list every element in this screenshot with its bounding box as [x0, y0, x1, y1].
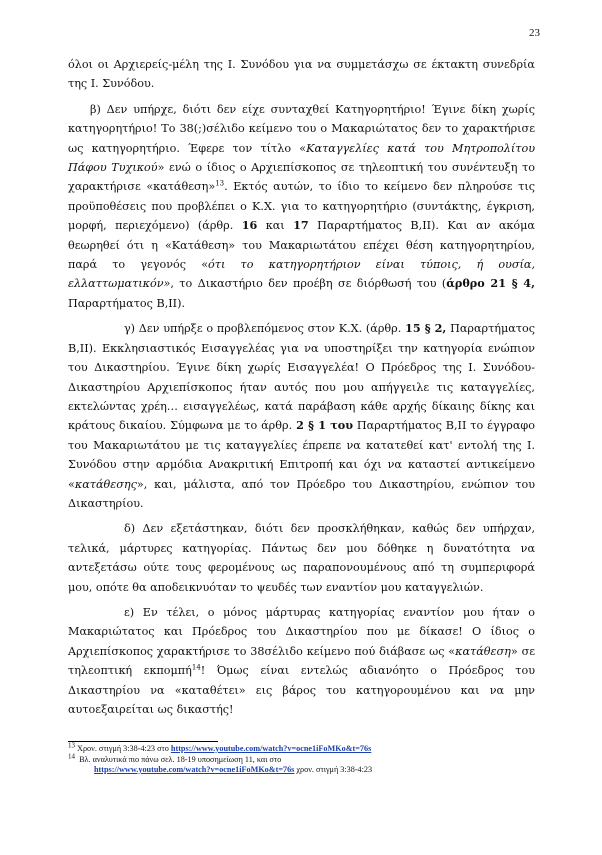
footnote-text: Χρον. στιγμή 3:38-4:23 στο	[77, 744, 171, 753]
italic-text: ότι το κατηγορητήριον είναι τύποις, ή ουσία, ελλαττωματικόν»	[68, 258, 535, 291]
text-run: » ενώ ο ίδιος ο Αρχιεπίσκοπος σε τηλεοπτική του συνέντευξη το χαρακτήρισε «κατάθεση»	[68, 161, 535, 194]
footnote-link[interactable]: https://www.youtube.com/watch?v=ocne1iFoMKo&t=76s	[94, 765, 295, 774]
footnotes	[68, 741, 538, 776]
italic-text: κατάθεσης	[74, 477, 137, 491]
footnote-number: 14	[68, 751, 75, 760]
footnote-13	[68, 741, 538, 755]
text-run: . Εκτός αυτών, το ίδιο το κείμενο δεν πληρούσε τις προϋποθέσεις που προβλέπει ο Κ.Χ. για το κατηγορητήριο (συντάκτης, έγκριση, μορφή, περιεχόμενο) (άρθρ.	[68, 180, 535, 233]
footnote-text: χρον. στιγμή 3:38-4:23	[294, 765, 373, 774]
text-run: και	[257, 219, 294, 233]
text-run: Παραρτήματος Β,ΙΙ το έγγραφο του Μακαριωτάτου με τις καταγγελίες έπρεπε να κατατεθεί κατ' εντολή της Ι. Συνόδου στην αρμόδια Ανακριτική Επιτροπή και όχι να καταστεί αντικείμενο «	[68, 419, 536, 491]
bold-text: 16	[241, 218, 258, 233]
footnote-14	[68, 751, 538, 766]
text-run: Παραρτήματος Β,ΙΙ). Και αν ακόμα θεωρηθεί ότι η «Κατάθεση» του Μακαριωτάτου επέχει θέση κατηγορητηρίου, παρά το γεγονός «	[68, 219, 535, 272]
text-run: ! Όμως είναι εντελώς αδιανόητο ο Πρόεδρος του Δικαστηρίου να «καταθέτει» εις βάρος του κατηγορουμένου και να μην αυτοεξαιρείται ως δικαστής!	[68, 664, 535, 716]
text-run: Παραρτήματος Β,ΙΙ).	[68, 296, 186, 310]
paragraph-e	[68, 603, 535, 719]
bold-text: 17	[293, 218, 309, 233]
text-run: » σε τηλεοπτική εκπομπή	[68, 644, 535, 678]
text-run: Παραρτήματος Β,ΙΙ). Εκκλησιαστικός Εισαγγελέας για να υποστηρίξει την κατηγορία ενώπιον του Δικαστηρίου. Έγινε δίκη χωρίς Εισαγγελέα! Ο Πρόεδρος της Ι. Συνόδου-Δικαστηρίου Αρχιεπίσκοπος ήταν αυτός που μου απήγγειλε τις καταγγελίες, εκτελώντας χρέη… εισαγγελέως, κατά παράβαση κάθε αρχής δίκαιης δίκης και κράτους δικαίου. Σύμφωνα με το άρθρ.	[68, 322, 536, 433]
document-body	[68, 55, 535, 725]
paragraph-c	[68, 319, 535, 513]
footnote-separator	[68, 741, 218, 742]
footnote-14-cont	[68, 765, 538, 776]
text-run: γ) Δεν υπήρξε ο προβλεπόμενος στον Κ.Χ. (άρθρ.	[124, 322, 406, 336]
footnote-number: 13	[68, 741, 75, 750]
footnote-ref-13[interactable]: 13	[215, 179, 225, 188]
text-run: », και, μάλιστα, από τον Πρόεδρο του Δικαστηρίου, ενώπιον του Δικαστηρίου.	[68, 477, 535, 510]
italic-text: Καταγγελίες κατά του Μητροπολίτου Πάφου Τυχικού	[68, 141, 535, 175]
footnote-link[interactable]: https://www.youtube.com/watch?v=ocne1iFoMKo&t=76s	[170, 744, 372, 753]
bold-text: 2 § 1 του	[296, 418, 353, 433]
page-number: 23	[529, 27, 540, 39]
footnote-text: Βλ. αναλυτικά πιο πάνω σελ. 18-19 υποσημείωση 11, και στο	[79, 754, 282, 764]
italic-text: κατάθεση	[455, 644, 511, 658]
paragraph-intro: όλοι οι Αρχιερείς-μέλη της Ι. Συνόδου για να συμμετάσχω σε έκτακτη συνεδρία της Ι. Συνόδου.	[68, 58, 535, 91]
paragraph-b	[68, 100, 535, 313]
text-run: , το Δικαστήριο δεν προέβη σε διόρθωσή του (	[170, 277, 447, 291]
bold-text: 15 § 2,	[405, 321, 447, 336]
paragraph-d: δ) Δεν εξετάστηκαν, διότι δεν προσκλήθηκαν, καθώς δεν υπήρχαν, τελικά, μάρτυρες κατηγορίας. Πάντως δεν μου δόθηκε η δυνατότητα να αντεξετάσω ούτε τους φερομένους ως παραπονουμένους από τη συμπεριφορά μου, οπότε θα αποδεικνυόταν το ψευδές των εναντίον μου καταγγελιών.	[68, 522, 535, 594]
bold-text: άρθρο 21 § 4,	[446, 276, 535, 291]
text-run: β) Δεν υπήρχε, διότι δεν είχε συνταχθεί Κατηγορητήριο! Έγινε δίκη χωρίς κατηγορητήριο! Το 38(;)σέλιδο κείμενο του ο Μακαριώτατος δεν το χαρακτήρισε ως κατηγορητήριο. Έφερε τον τίτλο «	[68, 102, 535, 155]
footnote-ref-14[interactable]: 14	[191, 663, 201, 672]
text-run: ε) Εν τέλει, ο μόνος μάρτυρας κατηγορίας εναντίον μου ήταν ο Μακαριώτατος και Πρόεδρος του Δικαστηρίου που με δίκασε! Ο ίδιος ο Αρχιεπίσκοπος χαρακτήρισε το 38σέλιδο κείμενο πού διάβασε ως «	[68, 605, 535, 658]
